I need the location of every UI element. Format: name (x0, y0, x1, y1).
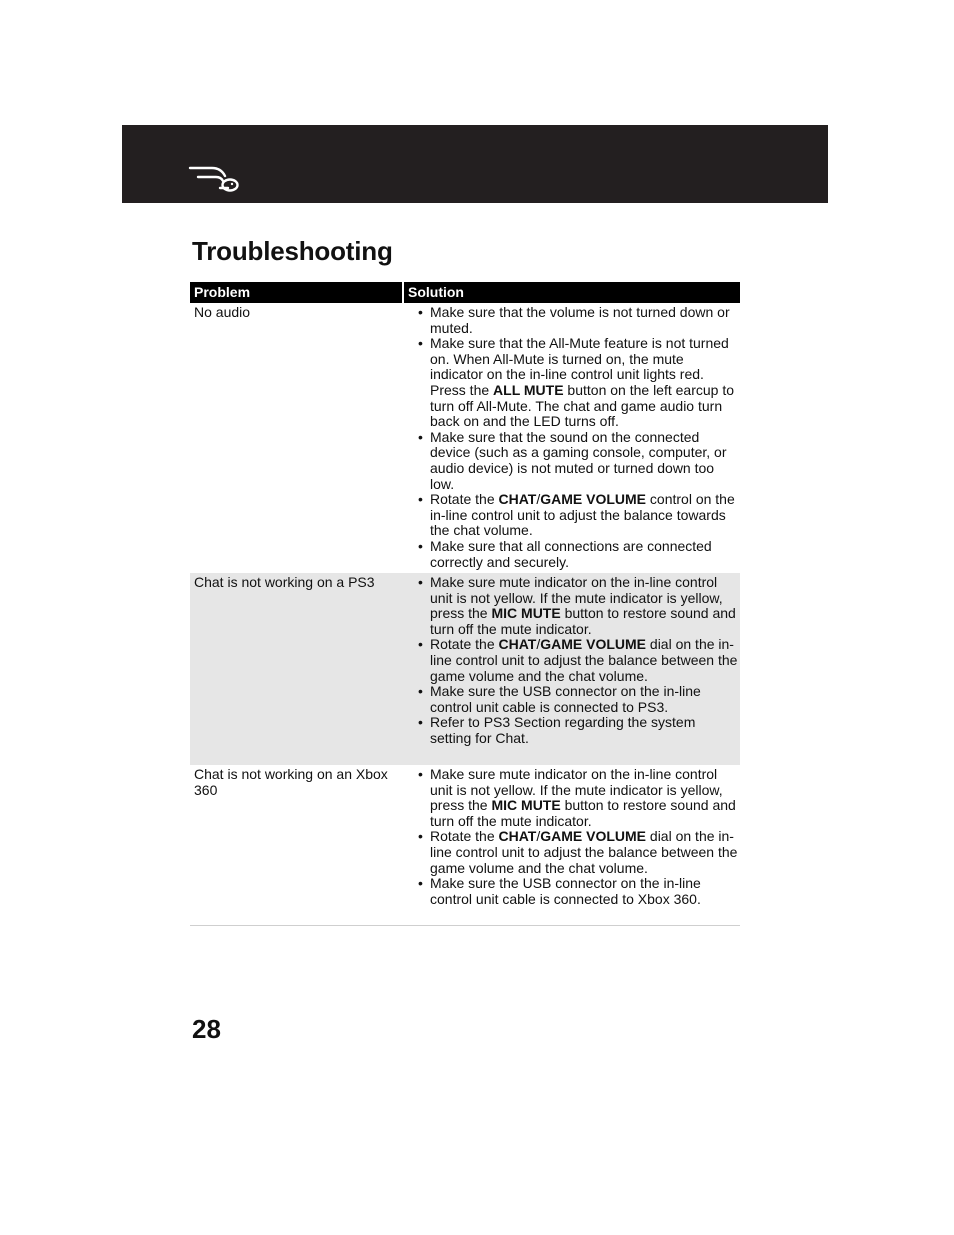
page-title: Troubleshooting (192, 236, 393, 266)
page-number: 28 (192, 1014, 221, 1044)
control-name: CHAT (498, 491, 537, 508)
solution-cell (404, 573, 740, 765)
problem-cell: Chat is not working on an Xbox 360 (194, 766, 388, 798)
solution-list (404, 575, 740, 747)
table-row (190, 303, 740, 573)
solution-item: • Make sure that the All-Mute feature is not turned on. When All-Mute is turned on, the mute indicator on the in-line control unit lights red. Press the ALL MUTE button on the left earcup to turn off All-Mute. The chat and game audio turn back on and the LED turns off. (404, 336, 740, 430)
problem-cell: Chat is not working on a PS3 (194, 574, 375, 590)
solution-list (404, 305, 740, 570)
solution-item: • Make sure mute indicator on the in-line control unit is not yellow. If the mute indicator is yellow, press the MIC MUTE button to restore sound and turn off the mute indicator. (404, 575, 740, 637)
solution-item: • Refer to PS3 Section regarding the system setting for Chat. (404, 715, 740, 746)
button-name: ALL MUTE (493, 381, 564, 398)
column-header-problem: Problem (190, 282, 402, 303)
button-name: MIC MUTE (491, 797, 561, 814)
solution-item: • Make sure the USB connector on the in-line control unit cable is connected to PS3. (404, 684, 740, 715)
table-header (190, 282, 740, 303)
solution-item: • Rotate the CHAT/GAME VOLUME dial on the in-line control unit to adjust the balance between the game volume and the chat volume. (404, 637, 740, 684)
control-name: CHAT (498, 828, 537, 845)
solution-cell (404, 303, 740, 573)
solution-item: • Make sure that the volume is not turned down or muted. (404, 305, 740, 336)
header-banner (122, 125, 828, 203)
control-name: CHAT (498, 636, 537, 653)
troubleshooting-table (190, 282, 740, 926)
solution-item: • Rotate the CHAT/GAME VOLUME control on the in-line control unit to adjust the balance towards the chat volume. (404, 492, 740, 539)
solution-item: • Rotate the CHAT/GAME VOLUME dial on the in-line control unit to adjust the balance between the game volume and the chat volume. (404, 829, 740, 876)
turtle-beach-logo-icon (188, 165, 240, 193)
solution-list (404, 767, 740, 907)
column-header-solution: Solution (404, 282, 740, 303)
control-name: GAME VOLUME (540, 636, 647, 653)
table-row (190, 765, 740, 925)
solution-cell (404, 765, 740, 925)
button-name: MIC MUTE (491, 605, 561, 622)
problem-cell: No audio (194, 304, 251, 320)
table-row (190, 573, 740, 765)
control-name: GAME VOLUME (540, 491, 647, 508)
solution-item: • Make sure that all connections are connected correctly and securely. (404, 539, 740, 570)
solution-item: • Make sure mute indicator on the in-line control unit is not yellow. If the mute indicator is yellow, press the MIC MUTE button to restore sound and turn off the mute indicator. (404, 767, 740, 829)
solution-item: • Make sure the USB connector on the in-line control unit cable is connected to Xbox 360. (404, 876, 740, 907)
control-name: GAME VOLUME (540, 828, 647, 845)
solution-item: • Make sure that the sound on the connected device (such as a gaming console, computer, or audio device) is not muted or turned down too low. (404, 430, 740, 492)
